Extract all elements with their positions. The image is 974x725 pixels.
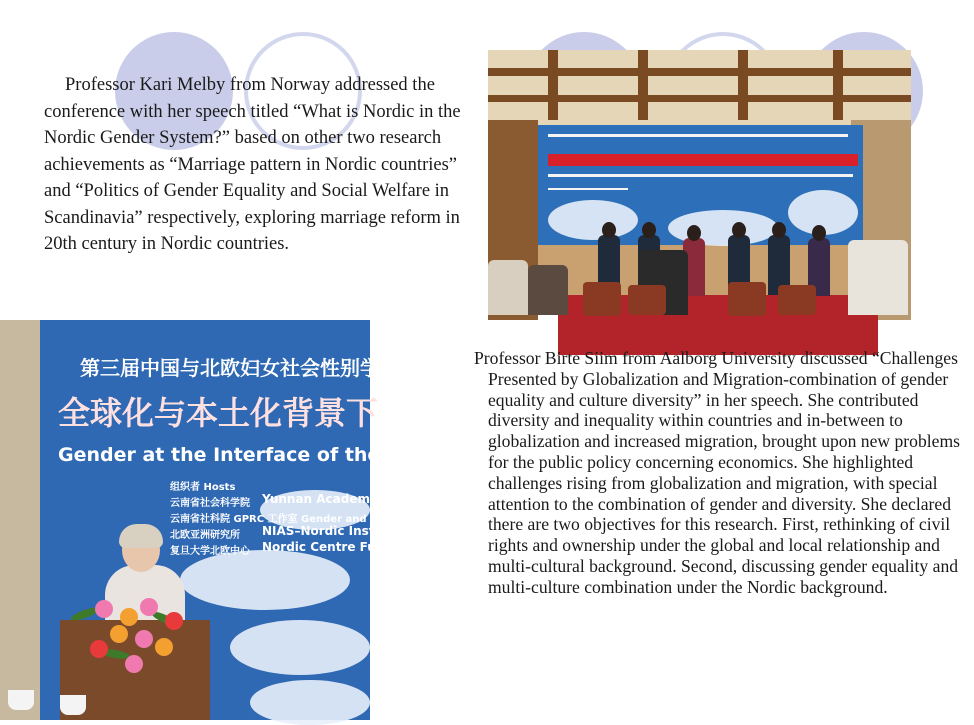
host-1-en: Yunnan Academy o [262, 492, 391, 506]
host-3-en: NIAS–Nordic Institu [262, 524, 393, 538]
banner-title-line [548, 134, 848, 137]
banner-line-1: 第三届中国与北欧妇女社会性别学术 [80, 356, 400, 380]
panelist-head [642, 222, 656, 238]
host-1-cn: 云南省社会科学院 [170, 498, 250, 509]
banner-cloud [548, 200, 638, 240]
audience-chair [583, 282, 621, 316]
panelist-head [772, 222, 786, 238]
paragraph-kari-melby: Professor Kari Melby from Norway addressed the conference with her speech titled “What is Nordic in the Nordic Gender System?” based on other two research achievements as “Marriage pattern in Nordic countries” and “Politics of Gender Equality and Social Welfare in Scandinavia” respectively, exploring marriage reform in 20th century in Nordic countries. [44, 75, 461, 254]
banner-cloud [230, 620, 370, 675]
flower [135, 630, 153, 648]
banner-cloud [180, 550, 350, 610]
host-4-en: Nordic Centre Fuda [262, 540, 393, 554]
host-3-cn: 北欧亚洲研究所 [170, 530, 240, 541]
speaker-photo [0, 320, 436, 720]
host-2: 云南省社科院 GPRC 工作室 Gender and Pa [170, 514, 384, 525]
banner-line-3: Gender at the Interface of the Glob [58, 444, 436, 466]
paragraph-birte-siim: Professor Birte Siim from Aalborg University discussed “Challenges Presented by Globalization and Migration-combination of gender equality and culture diversity” in her speech. She contributed diversity and inequality within countries and in-between to globalization and increased migration, brought upon new problems for the public policy concerning economics. She highlighted challenges rising from globalization and migration, with special attention to the combination of gender and diversity. She declared there are two objectives for this research. First, rethinking of civil rights and ownership under the global and local relationship and multi-cultural background. Second, discussing gender equality and multi-culture combination under the Nordic background. [474, 348, 960, 597]
panelist-head [687, 225, 701, 241]
flower [110, 625, 128, 643]
flower [95, 600, 113, 618]
speaker-hair [119, 524, 163, 548]
teacup [60, 695, 86, 715]
conference-room-photo [488, 50, 911, 315]
banner-cloud [250, 680, 370, 725]
audience-member [528, 265, 568, 315]
hosts-label: 组织者 Hosts [170, 482, 236, 493]
ceiling-beam [833, 50, 843, 120]
audience-chair [778, 285, 816, 315]
host-4-cn: 复旦大学北欧中心 [170, 546, 250, 557]
audience-member [848, 240, 908, 315]
flower [165, 612, 183, 630]
flower [125, 655, 143, 673]
ceiling-beam [638, 50, 648, 120]
banner-line-2: 全球化与本土化背景下 [58, 394, 379, 432]
audience-chair [728, 282, 766, 316]
teacup [8, 690, 34, 710]
audience-chair [628, 285, 666, 315]
ceiling-beam [738, 50, 748, 120]
flower [140, 598, 158, 616]
flower [155, 638, 173, 656]
flower [120, 608, 138, 626]
audience-member [488, 260, 528, 315]
panelist-head [602, 222, 616, 238]
banner-subtitle-line [548, 174, 853, 177]
flower [90, 640, 108, 658]
banner-main-title [548, 154, 858, 166]
panelist-head [732, 222, 746, 238]
ceiling-beam [548, 50, 558, 120]
banner-host-line [548, 188, 628, 190]
panelist-head [812, 225, 826, 241]
